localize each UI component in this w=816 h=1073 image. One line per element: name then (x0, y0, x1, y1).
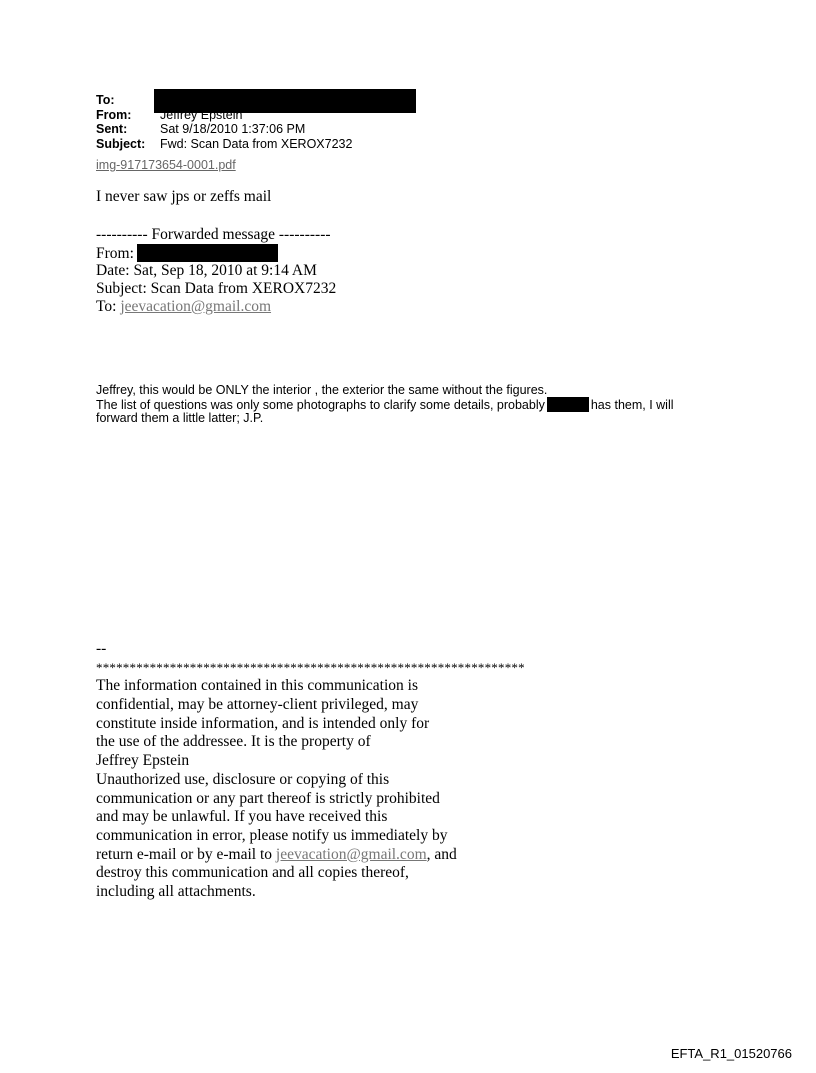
attachment-link[interactable]: img-917173654-0001.pdf (96, 158, 236, 172)
body-line-1: Jeffrey, this would be ONLY the interior , the exterior the same without the figures. (96, 383, 548, 397)
body-line-3: forward them a little latter; J.P. (96, 411, 264, 425)
from-label: From: (96, 107, 132, 122)
signature-line-7: communication or any part thereof is strictly prohibited (96, 789, 440, 807)
sent-row (96, 122, 352, 137)
body-line-2-end: has them, I will (590, 398, 674, 412)
forwarded-from-line (96, 244, 336, 262)
forwarded-to-label: To: (96, 298, 117, 315)
signature-line-6: Unauthorized use, disclosure or copying of this (96, 770, 390, 788)
signature-line-4: the use of the addressee. It is the property of (96, 733, 371, 751)
signature-line-2: confidential, may be attorney-client privileged, may (96, 696, 419, 714)
forwarded-from-redaction (137, 244, 278, 262)
from-row (96, 108, 352, 123)
forwarded-to-line (96, 298, 336, 316)
subject-row (96, 137, 352, 152)
signature-last-line: including all attachments. (96, 882, 256, 900)
sender-note: I never saw jps or zeffs mail (96, 188, 272, 205)
signature-dashes: -- (96, 640, 107, 657)
body-line-2-start: The list of questions was only some photographs to clarify some details, probably (96, 398, 545, 412)
forwarded-to-email-link[interactable]: jeevacation@gmail.com (120, 298, 272, 315)
forwarded-date-line: Date: Sat, Sep 18, 2010 at 9:14 AM (96, 262, 317, 279)
from-value: Jeffrey Epstein (160, 107, 243, 122)
to-row (96, 93, 352, 108)
signature-line-5: Jeffrey Epstein (96, 752, 190, 770)
sent-label: Sent: (96, 122, 128, 136)
subject-label: Subject: (96, 136, 146, 151)
signature-line-9: communication in error, please notify us immediately by (96, 826, 448, 844)
forwarded-divider: ---------- Forwarded message ---------- (96, 226, 331, 243)
signature-stars: **************************************************************** (96, 659, 525, 675)
signature-return-text: return e-mail or by e-mail to (96, 845, 276, 863)
to-label: To: (96, 93, 115, 107)
document-id: EFTA_R1_01520766 (670, 1046, 792, 1061)
forwarded-subject-line: Subject: Scan Data from XEROX7232 (96, 280, 337, 297)
body-name-redaction (547, 397, 589, 412)
signature-destroy-line: destroy this communication and all copies thereof, (96, 864, 409, 882)
signature-line-3: constitute inside information, and is intended only for (96, 714, 430, 732)
signature-return-tail: , and (426, 845, 457, 863)
signature-email-link[interactable]: jeevacation@gmail.com (275, 845, 427, 863)
message-body (96, 383, 796, 425)
forwarded-from-label: From: (96, 245, 134, 262)
confidentiality-signature (96, 640, 525, 902)
subject-value: Fwd: Scan Data from XEROX7232 (160, 136, 353, 151)
email-header (96, 93, 352, 151)
signature-return-line (96, 846, 525, 865)
sent-value: Sat 9/18/2010 1:37:06 PM (160, 122, 306, 136)
body-line-2 (96, 397, 796, 411)
signature-line-8: and may be unlawful. If you have received this (96, 808, 388, 826)
forwarded-message-block (96, 226, 336, 316)
signature-line-1: The information contained in this communication is (96, 677, 418, 695)
